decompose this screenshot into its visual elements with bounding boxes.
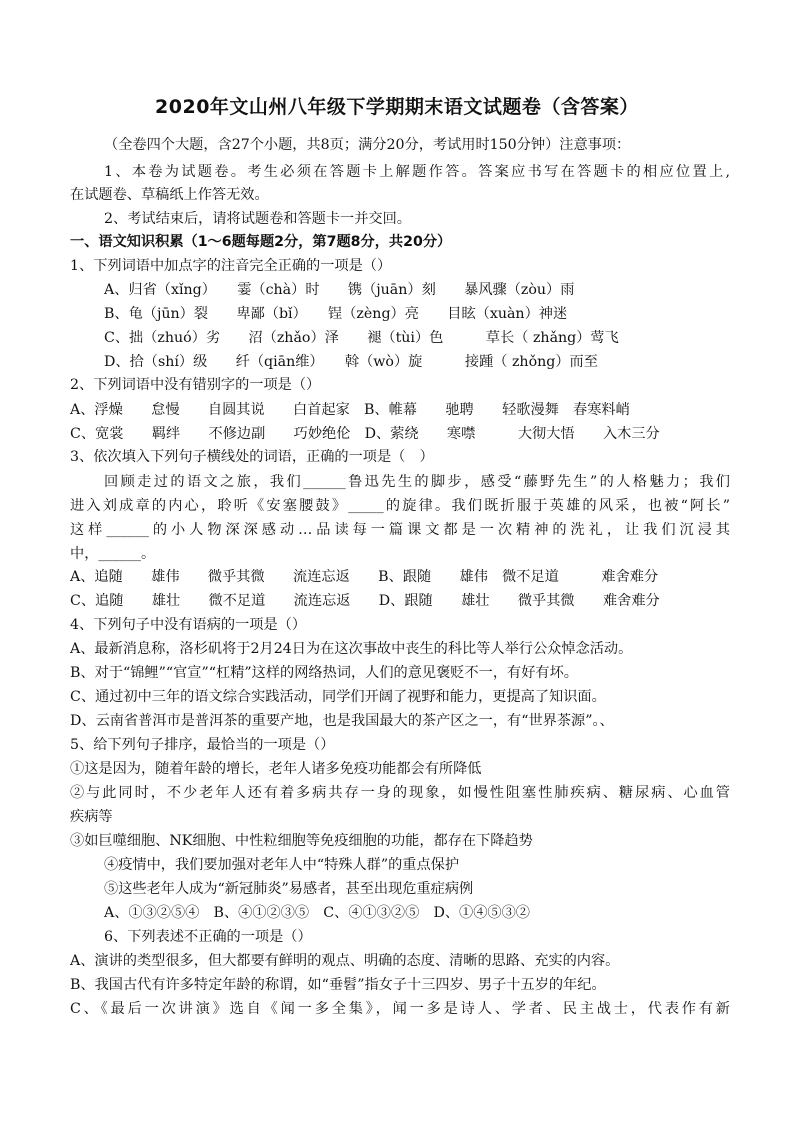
q3-passage-line-3: 这样______的小人物深深感动…品读每一篇课文都是一次精神的洗礼，让我们沉浸其 [70, 522, 730, 538]
q5-sentence-3: ③如巨噬细胞、NK细胞、中性粒细胞等免疫细胞的功能，都存在下降趋势 [70, 833, 533, 849]
q1-option-b: B、龟（jūn）裂 卑鄙（bǐ） 锃（zèng）亮 目眩（xuàn）神迷 [104, 306, 568, 322]
q1-option-c: C、拙（zhuó）劣 沼（zhǎo）泽 褪（tùi）色 草长（ zhǎng）莺飞 [104, 330, 619, 346]
q3-options-cd: C、追随 雄壮 微不足道 流连忘返 D、跟随 雄壮 微乎其微 难舍难分 [70, 593, 660, 609]
question-2: 2、下列词语中没有错别字的一项是（） [70, 377, 321, 393]
exam-info-line: （全卷四个大题，含27个小题，共8页；满分20分，考试用时150分钟）注意事项： [104, 137, 631, 153]
q6-option-c: C、《最后一次讲演》选自《闻一多全集》，闻一多是诗人、学者、民主战士，代表作有新 [70, 1001, 730, 1017]
q4-option-a: A、最新消息称，洛杉矶将于2月24日为在这次事故中丧生的科比等人举行公众悼念活动。 [70, 641, 633, 657]
page-title: 2020年文山州八年级下学期期末语文试题卷（含答案） [155, 96, 639, 118]
section-heading-1: 一、语文知识积累（1～6题每题2分，第7题8分，共20分） [70, 234, 452, 250]
q2-options-ab: A、浮燥 怠慢 自圆其说 白首起家 B、帷幕 驰聘 轻歌漫舞 春寒料峭 [70, 402, 630, 418]
question-1: 1、下列词语中加点字的注音完全正确的一项是（） [70, 258, 392, 274]
q4-option-c: C、通过初中三年的语文综合实践活动，同学们开阔了视野和能力，更提高了知识面。 [70, 689, 606, 705]
question-6: 6、下列表述不正确的一项是（） [104, 929, 312, 945]
q3-passage-line-4: 中，______。 [70, 546, 156, 562]
notice-item-2: 2、考试结束后，请将试题卷和答题卡一并交回。 [104, 211, 411, 227]
q3-passage-line-2: 进入刘成章的内心，聆听《安塞腰鼓》_____的旋律。我们既折服于英雄的风采，也被“阿长” [70, 498, 730, 514]
q5-options: A、①③②⑤④ B、④①②③⑤ C、④①③②⑤ D、①④⑤③② [104, 905, 530, 921]
q5-sentence-2-cont: 疾病等 [70, 809, 113, 825]
q1-option-d: D、拾（shí）级 纤（qiān维） 斡（wò）旋 接踵（ zhǒng）而至 [104, 354, 598, 370]
q1-option-a: A、归省（xǐng） 霎（chà）时 镌（juān）刻 暴风骤（zòu）雨 [104, 282, 575, 298]
question-3: 3、依次填入下列句子横线处的词语，正确的一项是（ ） [70, 449, 434, 465]
notice-item-1: 1、本卷为试题卷。考生必须在答题卡上解题作答。答案应书写在答题卡的相应位置上, [104, 164, 730, 180]
q3-passage-line-1: 回顾走过的语文之旅，我们______鲁迅先生的脚步，感受“藤野先生”的人格魅力；我们 [104, 474, 730, 490]
q2-options-cd: C、宽裳 羁绊 不修边副 巧妙绝伦 D、萦绕 寒噤 大彻大悟 入木三分 [70, 426, 660, 442]
q3-options-ab: A、追随 雄伟 微乎其微 流连忘返 B、跟随 雄伟 微不足道 难舍难分 [70, 569, 659, 585]
q6-option-a: A、演讲的类型很多，但大都要有鲜明的观点、明确的态度、清晰的思路、充实的内容。 [70, 953, 620, 969]
q5-sentence-4: ④疫情中，我们要加强对老年人中“特殊人群”的重点保护 [104, 857, 460, 873]
question-5: 5、给下列句子排序，最恰当的一项是（） [70, 737, 335, 753]
notice-item-1-cont: 在试题卷、草稿纸上作答无效。 [70, 187, 269, 203]
q6-option-b: B、我国古代有许多特定年龄的称谓，如“垂髫”指女子十三四岁、男子十五岁的年纪。 [70, 977, 606, 993]
q5-sentence-2: ②与此同时，不少老年人还有着多病共存一身的现象，如慢性阻塞性肺疾病、糖尿病、心血管 [70, 785, 730, 801]
q5-sentence-1: ①这是因为，随着年龄的增长，老年人诸多免疫功能都会有所降低 [70, 761, 482, 777]
q4-option-d: D、云南省普洱市是普洱茶的重要产地，也是我国最大的茶产区之一，有“世界茶源”。、 [70, 713, 614, 729]
question-4: 4、下列句子中没有语病的一项是（） [70, 617, 307, 633]
q5-sentence-5: ⑤这些老年人成为“新冠肺炎”易感者，甚至出现危重症病例 [104, 881, 474, 897]
q4-option-b: B、对于“锦鲤”“官宣”“杠精”这样的网络热词，人们的意见褒贬不一，有好有坏。 [70, 665, 578, 681]
